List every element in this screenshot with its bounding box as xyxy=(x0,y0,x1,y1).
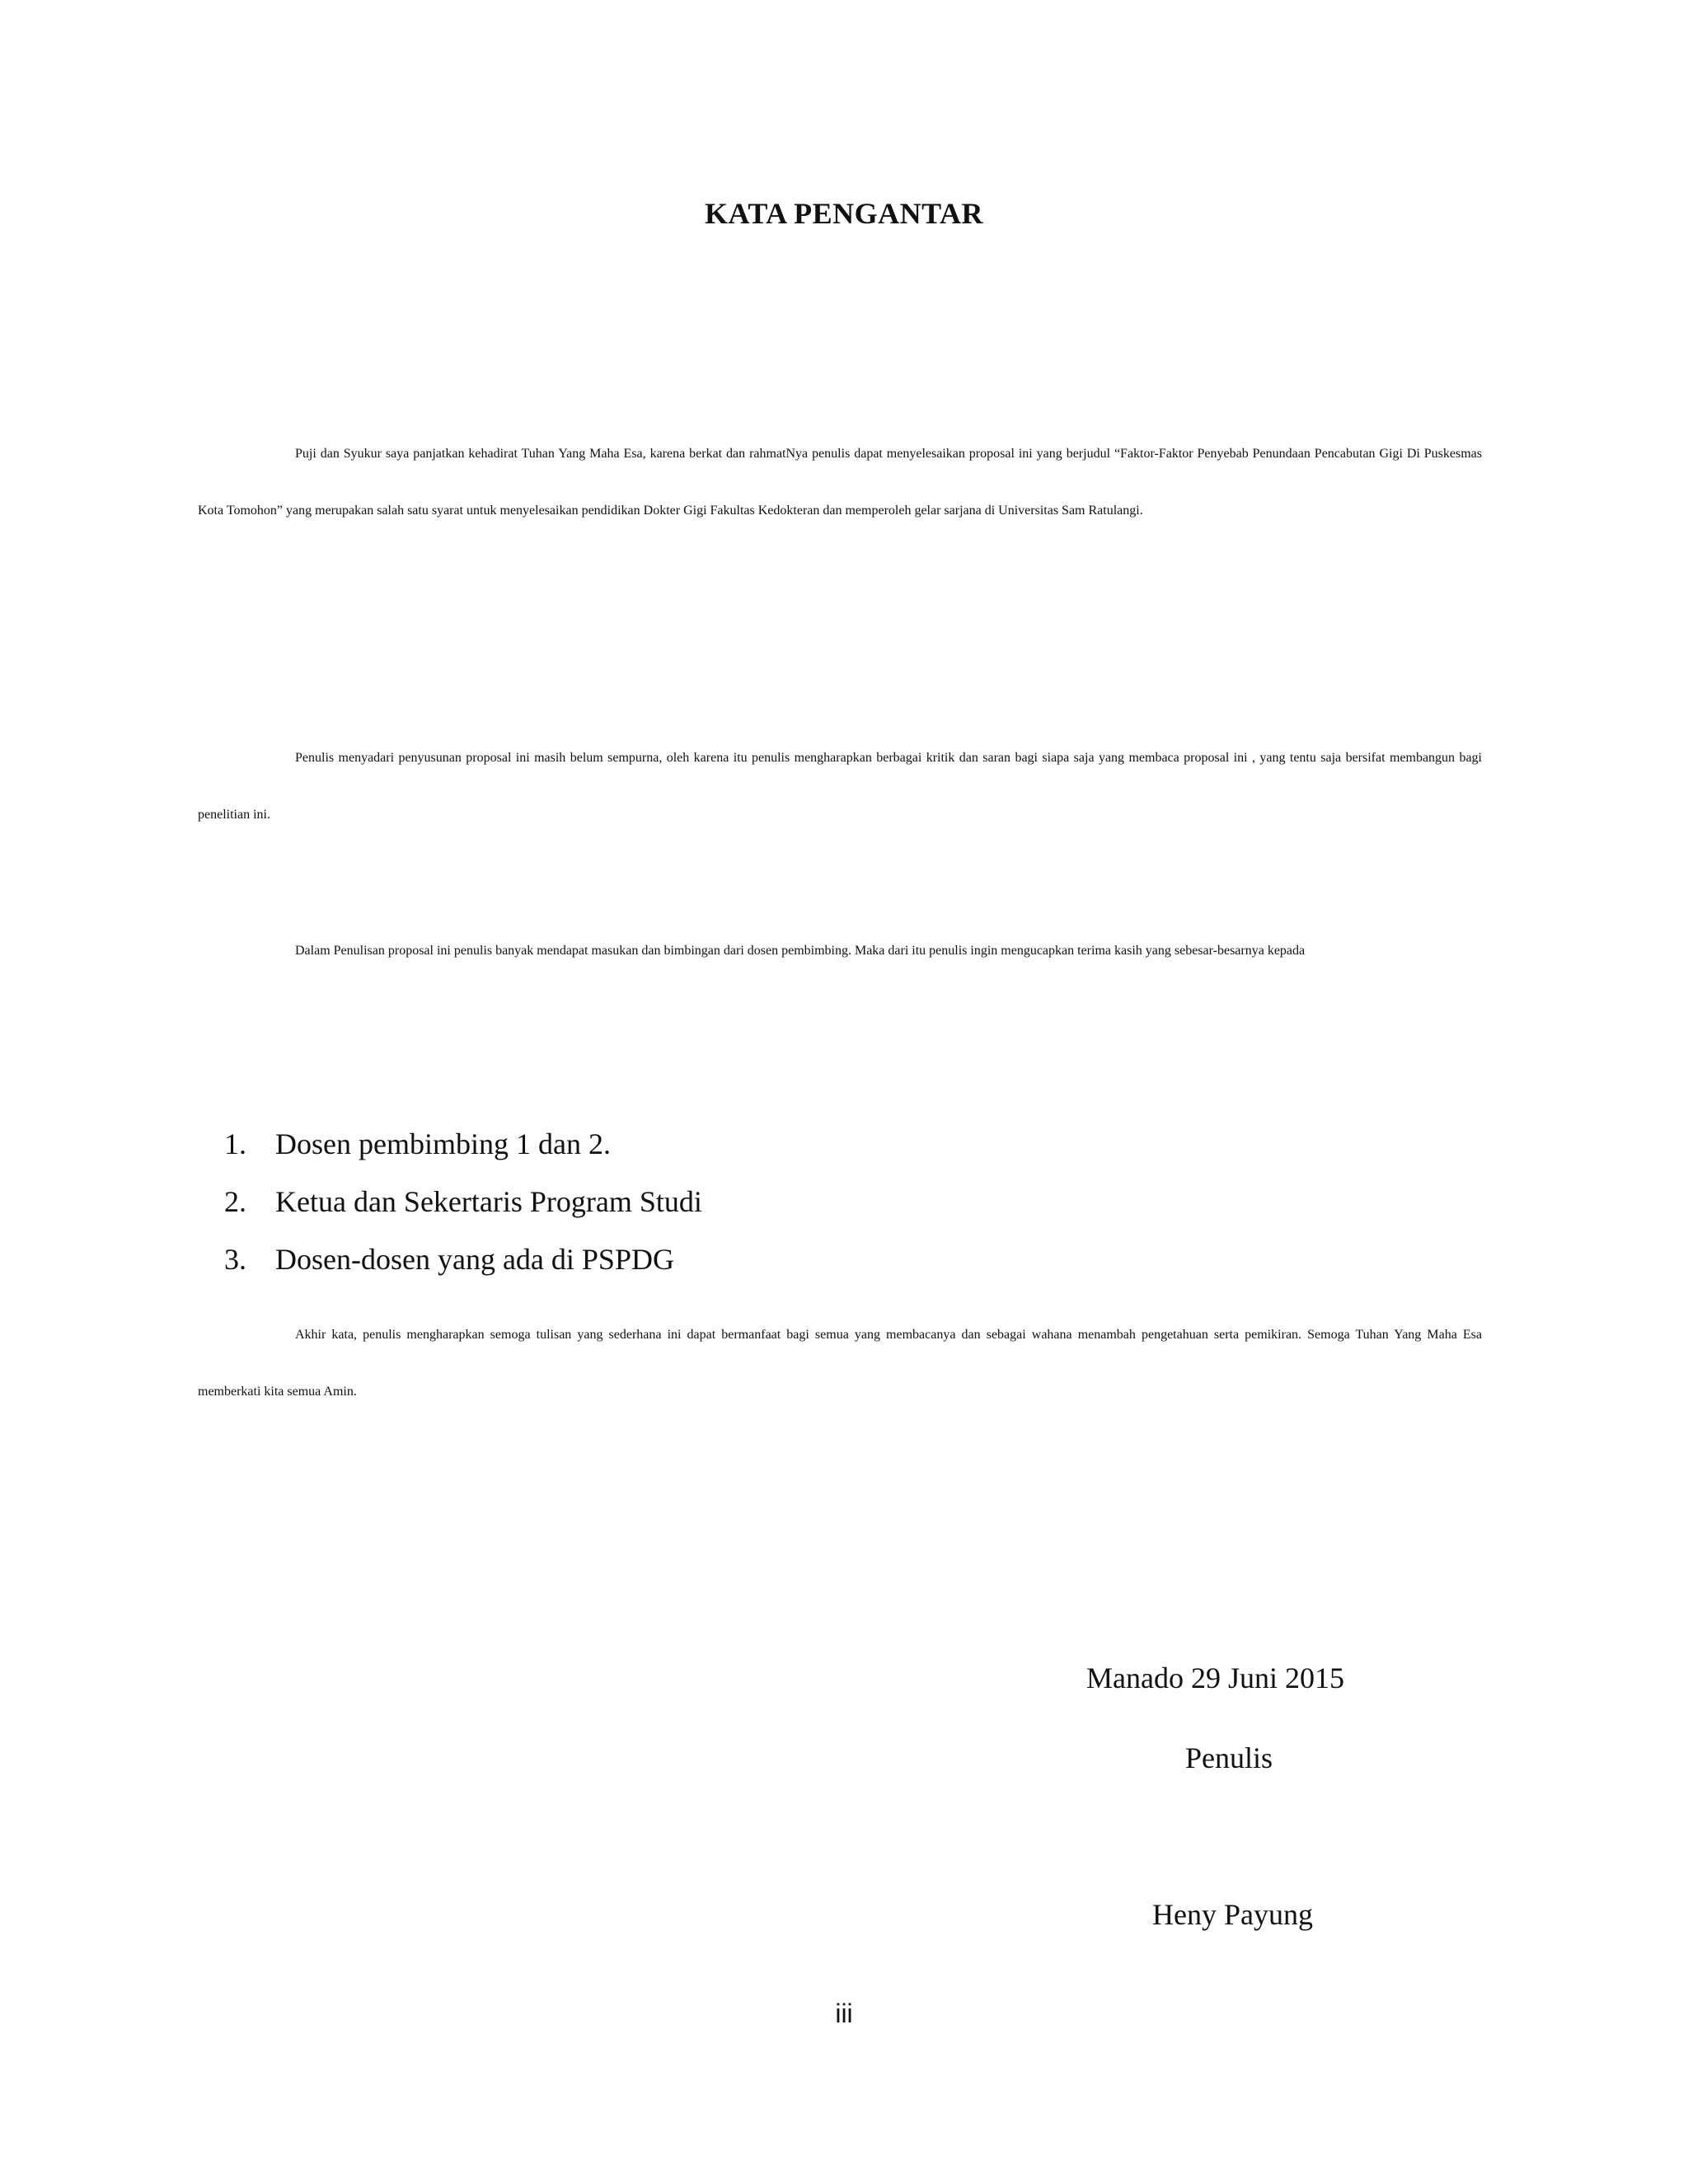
list-item-number: 3. xyxy=(224,1243,246,1276)
list-item-number: 1. xyxy=(224,1127,246,1160)
list-item xyxy=(224,1230,702,1288)
paragraph-acknowledgement: Penulis menyadari penyusunan proposal ini masih belum sempurna, oleh karena itu penulis mengharapkan berbagai kritik dan saran bagi siapa saja yang membaca proposal ini , yang tentu saja bersifat membangun bagi penelitian ini. xyxy=(198,751,1482,822)
paragraph-closing: Akhir kata, penulis mengharapkan semoga tulisan yang sederhana ini dapat bermanfaat bagi semua yang membacanya dan sebagai wahana menambah pengetahuan serta pemikiran. Semoga Tuhan Yang Maha Esa memberkati kita semua Amin. xyxy=(198,1328,1482,1399)
signature-name: Heny Payung xyxy=(1152,1898,1313,1931)
list-item xyxy=(224,1173,702,1230)
thanks-list xyxy=(224,1115,702,1288)
paragraph-thanks: Dalam Penulisan proposal ini penulis banyak mendapat masukan dan bimbingan dari dosen pembimbing. Maka dari itu penulis ingin mengucapkan terima kasih yang sebesar-besarnya kepada xyxy=(295,944,1306,958)
list-item-text: Dosen pembimbing 1 dan 2. xyxy=(275,1127,611,1160)
page-number: iii xyxy=(835,1999,853,2028)
page-title: KATA PENGANTAR xyxy=(704,197,983,230)
list-item-number: 2. xyxy=(224,1185,246,1218)
list-item xyxy=(224,1115,702,1173)
list-item-text: Ketua dan Sekertaris Program Studi xyxy=(275,1185,702,1218)
paragraph-opening: Puji dan Syukur saya panjatkan kehadirat Tuhan Yang Maha Esa, karena berkat dan rahmatNya penulis dapat menyelesaikan proposal ini yang berjudul “Faktor-Faktor Penyebab Penundaan Pencabutan Gigi Di Puskesmas Kota Tomohon” yang merupakan salah satu syarat untuk menyelesaikan pendidikan Dokter Gigi Fakultas Kedokteran dan memperoleh gelar sarjana di Universitas Sam Ratulangi. xyxy=(198,447,1482,518)
signature-place-date: Manado 29 Juni 2015 xyxy=(1086,1661,1344,1694)
signature-role: Penulis xyxy=(1185,1741,1273,1774)
list-item-text: Dosen-dosen yang ada di PSPDG xyxy=(275,1243,674,1276)
